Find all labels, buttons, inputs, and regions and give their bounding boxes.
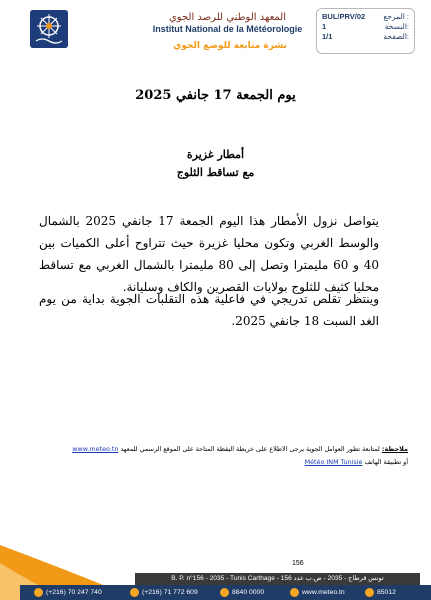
contact-phone-2 [130,585,198,600]
reference-box [316,8,415,54]
institute-name-fr: Institut National de la Météorologie [152,24,303,34]
contact-phone-1 [34,585,102,600]
forecast-paragraph-2: وينتظر تقلص تدريجي في فاعلية هذه التقلبات الجوية بداية من يوم الغد السبت 18 جانفي 2025. [39,292,379,328]
phone-2-text: (+216) 71 772 609 [142,589,198,596]
page-label: الصفحة: [383,32,409,41]
globe-icon [290,588,299,597]
footer-contacts [20,585,431,600]
note-text-1: لمتابعة تطور العوامل الجوية يرجى الاطلاع على خريطة اليقظة المتاحة على الموقع الرسمي للمعهد [120,445,380,453]
phone-1-text: (+216) 70 247 740 [46,589,102,596]
institute-name-ar: المعهد الوطني للرصد الجوي [168,12,287,23]
headline-line2: مع تساقط الثلوج [176,166,255,179]
reference-label: المرجع : [383,12,409,21]
bulletin-date: يوم الجمعة 17 جانفي 2025 [135,88,296,103]
phone-4-text: 85012 [377,589,396,596]
note-label: ملاحظة: [381,445,408,453]
sms-icon [365,588,374,597]
website-text[interactable]: www.meteo.tn [302,589,345,596]
contact-phone-3 [220,585,264,600]
phone-3-text: 8840 0000 [232,589,265,596]
inm-logo [30,10,68,48]
contact-phone-4 [365,585,396,600]
reference-value: BUL/PRV/02 [322,12,366,21]
version-value: 1 [322,22,327,31]
page-value: 1/1 [322,32,333,41]
headline-line1: أمطار غزيرة [186,148,245,161]
app-link[interactable]: Météo INM Tunisie [304,458,363,466]
fax-icon [130,588,139,597]
footer-address: B. P. n°156 - 2035 - Tunis Carthage - تونس قرطاج - 2035 - ص.ب عدد 156 [135,573,420,585]
note-block [23,443,408,469]
footer-page-number: 156 [292,560,304,567]
phone-free-icon [220,588,229,597]
phone-icon [34,588,43,597]
bulletin-type: نشرة متابعة للوضع الجوي [173,41,287,51]
website-link[interactable]: www.meteo.tn [72,445,119,453]
contact-website[interactable] [290,585,345,600]
note-text-2: أو تطبيقة الهاتف [364,458,408,466]
version-label: النسخة: [384,22,409,31]
forecast-paragraph-1: يتواصل نزول الأمطار هذا اليوم الجمعة 17 جانفي 2025 بالشمال والوسط الغربي وتكون محليا غزيرة حيث تتراوح أعلى الكميات بين 40 و 60 مليمترا وتصل إلى 80 مليمترا بالشمال الغربي مع تساقط محليا كثيف للثلوج بولايات القصرين والكاف وسليانة. [39,214,379,294]
